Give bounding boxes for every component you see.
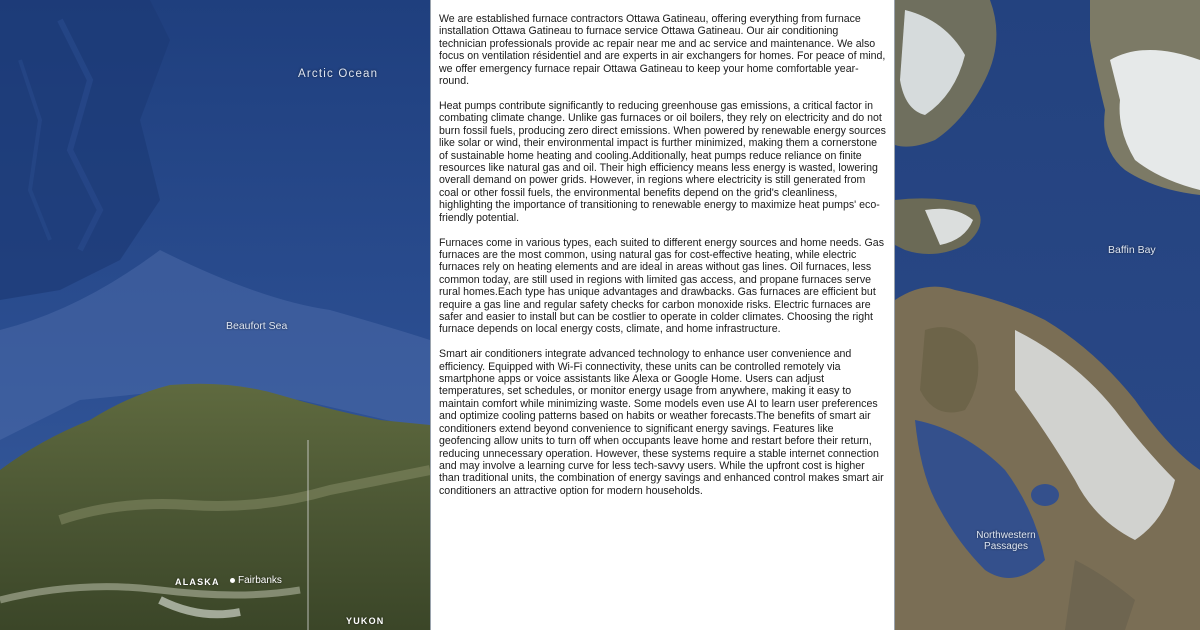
- map-left-imagery: [0, 0, 430, 630]
- article-paragraph: Furnaces come in various types, each suited to different energy sources and home needs. Gas furnaces are the most common, using natural gas for cost-effective heating, while electric furnaces rely on heating elements and are ideal in areas without gas lines. Oil furnaces, less common today, are still used in regions with limited gas access, and propane furnaces serve rural homes.Each type has unique advantages and drawbacks. Gas furnaces are efficient but require a gas line and regular safety checks for carbon monoxide risks. Electric furnaces are safer and easier to install but can be costlier to operate in colder climates. Choosing the right furnace depends on local energy costs, climate, and home infrastructure.: [439, 236, 884, 336]
- city-marker-icon: [230, 578, 235, 583]
- article-paragraph: Heat pumps contribute significantly to reducing greenhouse gas emissions, a critical factor in combating climate change. Unlike gas furnaces or oil boilers, they rely on electricity and do not burn fossil fuels, producing zero direct emissions. When powered by renewable energy sources like solar or wind, their environmental impact is further minimized, making them a cornerstone of sustainable home heating and cooling.Additionally, heat pumps reduce reliance on finite resources like natural gas and oil. Their high efficiency means less energy is wasted, lowering overall demand on power grids. However, in regions where electricity is still generated from coal or other fossil fuels, the environmental benefits depend on the grid's cleanliness, highlighting the importance of transitioning to renewable energy to maximize heat pumps' eco-friendly potential.: [439, 99, 886, 224]
- map-right-imagery: [895, 0, 1200, 630]
- article-content: [430, 0, 895, 630]
- label-fairbanks-text: Fairbanks: [238, 575, 282, 586]
- label-northwestern-passages: Northwestern Passages: [976, 530, 1036, 552]
- label-alaska: ALASKA: [175, 577, 220, 587]
- label-arctic-ocean: Arctic Ocean: [298, 68, 379, 80]
- article-paragraph: Smart air conditioners integrate advanced technology to enhance user convenience and efficiency. Equipped with Wi-Fi connectivity, these units can be controlled remotely via smartphone apps or voice assistants like Alexa or Google Home. Users can adjust temperatures, set schedules, or monitor energy usage from anywhere, making it easy to maintain comfort while minimizing waste. Some models even use AI to learn user preferences and optimize cooling patterns based on habits or weather forecasts.The benefits of smart air conditioners extend beyond convenience to significant energy savings. Features like geofencing allow units to turn off when occupants leave home and restart before their return, reducing unnecessary operation. However, these systems require a stable internet connection and may involve a learning curve for less tech-savvy users. While the upfront cost is higher than traditional units, the combination of energy savings and enhanced control makes smart air conditioners an attractive option for modern households.: [439, 348, 884, 497]
- article-paragraph: We are established furnace contractors Ottawa Gatineau, offering everything from furnace installation Ottawa Gatineau to furnace service Ottawa Gatineau. Our air conditioning technician professionals provide ac repair near me and ac service and maintenance. We also focus on ventilation résidentiel and are experts in air exchangers for homes. For peace of mind, we offer emergency furnace repair Ottawa Gatineau to keep your home comfortable year-round.: [439, 13, 886, 88]
- label-yukon: YUKON: [346, 616, 385, 626]
- label-beaufort-sea: Beaufort Sea: [226, 320, 288, 332]
- satellite-map-right: [895, 0, 1200, 630]
- label-baffin-bay: Baffin Bay: [1108, 244, 1156, 256]
- satellite-map-left: [0, 0, 430, 630]
- label-fairbanks: [230, 575, 282, 586]
